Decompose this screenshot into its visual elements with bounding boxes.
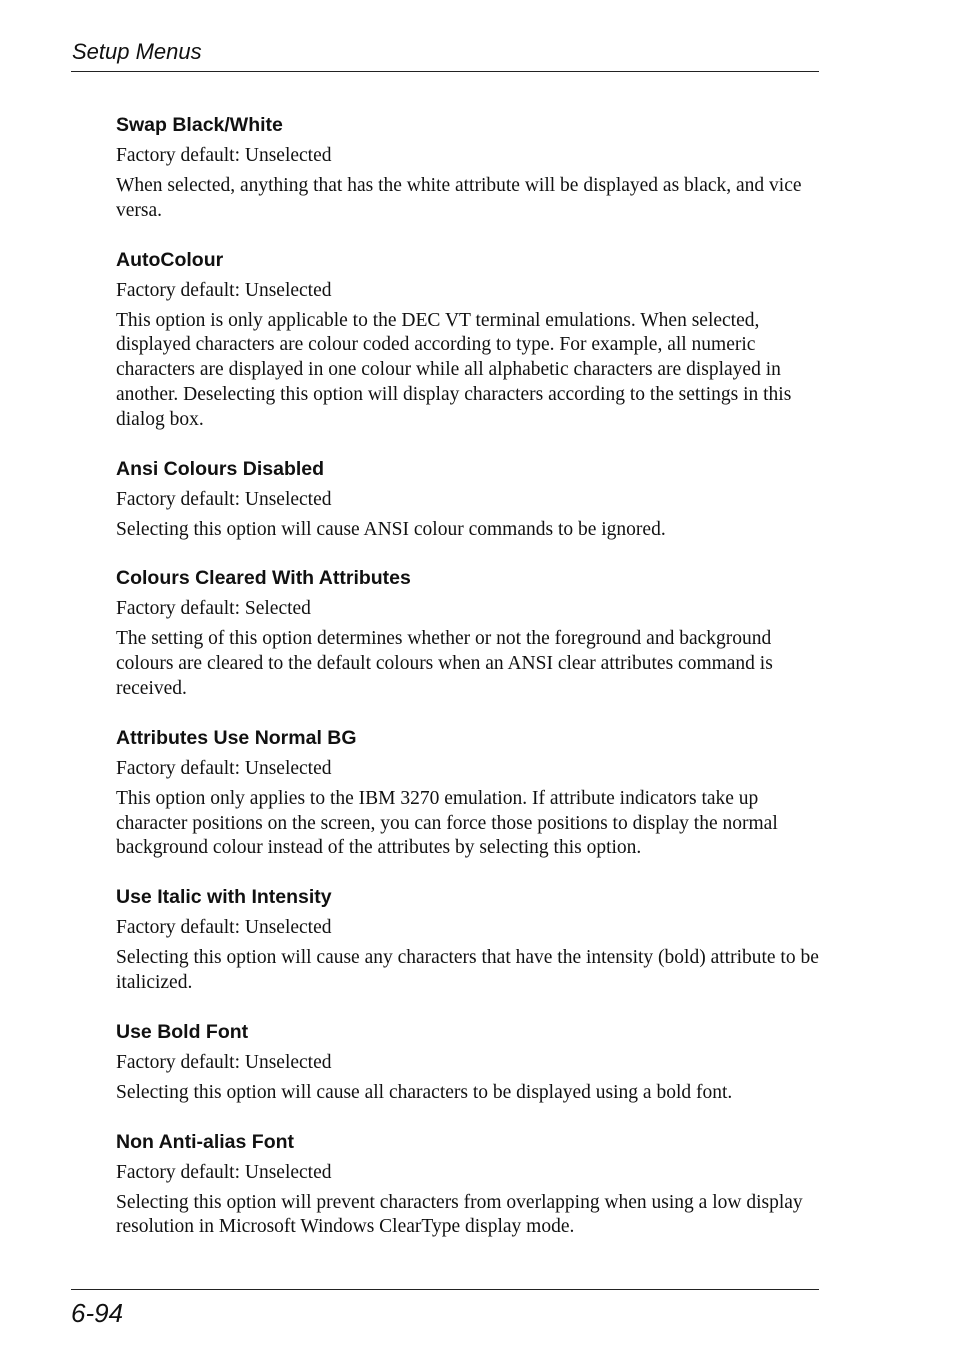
section-title: Colours Cleared With Attributes — [116, 567, 411, 590]
header-rule — [71, 71, 819, 72]
section-description: The setting of this option determines whether or not the foreground and background colours are cleared to the default colours when an ANSI clear attributes command is received. — [116, 628, 773, 699]
section-swap-black-white — [116, 112, 821, 224]
page-number: 6-94 — [71, 1298, 124, 1328]
factory-default: Factory default: Unselected — [116, 145, 332, 166]
factory-default: Factory default: Unselected — [116, 488, 332, 510]
section-description: Selecting this option will cause all characters to be displayed using a bold font. — [116, 1081, 733, 1103]
section-description: When selected, anything that has the white attribute will be displayed as black, and vice versa. — [116, 175, 802, 221]
factory-default: Factory default: Unselected — [116, 757, 332, 779]
section-title: Use Bold Font — [116, 1020, 249, 1043]
section-title: AutoColour — [116, 248, 224, 271]
section-title: Use Italic with Intensity — [116, 886, 332, 909]
section-ansi-colours-disabled — [116, 456, 821, 543]
running-header: Setup Menus — [72, 39, 202, 64]
factory-default: Factory default: Unselected — [116, 279, 332, 301]
section-non-anti-alias-font — [116, 1129, 821, 1241]
footer-rule — [71, 1289, 819, 1290]
section-title: Attributes Use Normal BG — [116, 726, 357, 749]
section-description: Selecting this option will cause ANSI colour commands to be ignored. — [116, 518, 666, 540]
section-use-italic-with-intensity — [116, 884, 821, 996]
factory-default: Factory default: Unselected — [116, 1051, 332, 1073]
section-title: Non Anti-alias Font — [116, 1130, 295, 1153]
page-body — [116, 112, 821, 1263]
section-autocolour — [116, 247, 821, 433]
section-description: Selecting this option will cause any characters that have the intensity (bold) attribute to be italicized. — [116, 947, 819, 993]
section-description: This option is only applicable to the DEC VT terminal emulations. When selected, displayed characters are colour coded according to type. For example, all numeric characters are displayed in one colour while all alphabetic characters are displayed in another. Deselecting this option will display characters according to the settings in this dialog box. — [116, 309, 792, 430]
section-title: Swap Black/White — [116, 114, 283, 136]
section-title: Ansi Colours Disabled — [116, 457, 325, 480]
section-use-bold-font — [116, 1019, 821, 1106]
section-attributes-use-normal-bg — [116, 725, 821, 861]
factory-default: Factory default: Unselected — [116, 917, 332, 939]
factory-default: Factory default: Selected — [116, 598, 311, 620]
section-description: This option only applies to the IBM 3270 emulation. If attribute indicators take up character positions on the screen, you can force those positions to display the normal background colour instead of the attributes by selecting this option. — [116, 787, 778, 859]
section-description: Selecting this option will prevent characters from overlapping when using a low display resolution in Microsoft Windows ClearType display mode. — [116, 1191, 803, 1238]
factory-default: Factory default: Unselected — [116, 1161, 332, 1183]
section-colours-cleared-with-attributes — [116, 565, 821, 701]
